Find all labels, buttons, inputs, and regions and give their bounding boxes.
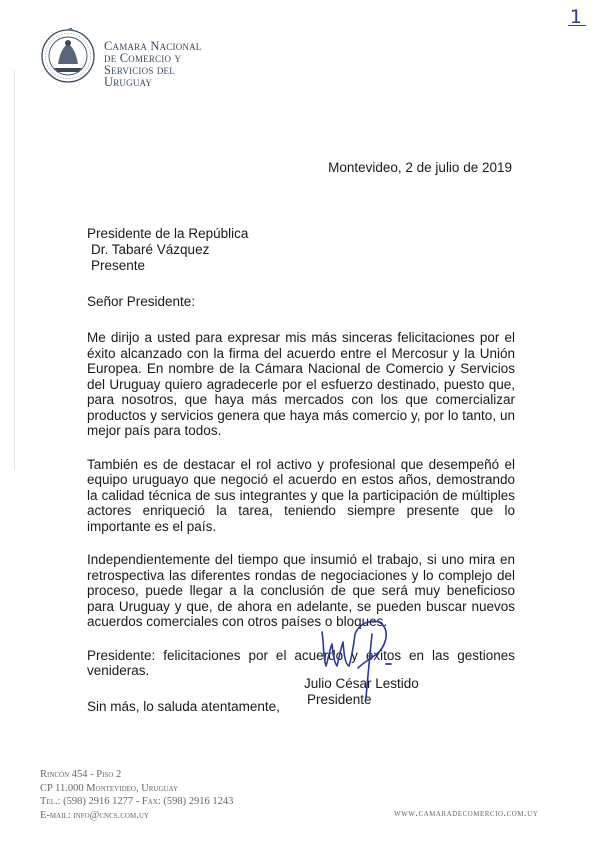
letter-body [87,226,515,715]
page-number: 1 [569,6,582,28]
addressee-line: Presente [91,258,146,273]
closing: Sin más, lo saluda atentamente, [87,698,280,714]
footer-address [40,768,233,822]
signer-block [304,676,419,708]
org-name-line: Servicios del [104,63,175,77]
letter-date: Montevideo, 2 de julio de 2019 [328,160,512,175]
addressee-line: Presidente de la República [87,226,249,241]
addressee-block [87,226,515,274]
paragraph: Independientemente del tiempo que insumió el trabajo, si uno mira en retrospectiva las diferentes rondas de negociaciones y lo complejo del proceso, puede llegar a la conclusión de que será muy beneficioso para Uruguay y que, de ahora en adelante, se pueden buscar nuevos acuerdos comerciales con otros países o bloques. [87,552,515,629]
salutation: Señor Presidente: [87,294,196,309]
org-name-line: de Comercio y [104,51,182,65]
addressee-line: Dr. Tabaré Vázquez [91,242,210,257]
footer-address-line: Rincón 454 - Piso 2 [40,769,122,780]
footer-address-line: CP 11.000 Montevideo, Uruguay [40,782,179,794]
signer-title: Presidente [307,692,372,707]
paragraph: Presidente: felicitaciones por el acuerdo y éxitos en las gestiones venideras. [87,647,515,678]
edge-shadow [14,70,15,470]
chamber-seal-logo [40,28,96,84]
org-name-line: Camara Nacional [104,39,202,53]
paragraph: También es de destacar el rol activo y profesional que desempeñó el equipo uruguayo que negoció el acuerdo en estos años, demostrando la calidad técnica de sus integrantes y que la participación de múltiples actores enriqueció la tarea, teniendo siempre presente que lo importante es el país. [87,456,515,534]
paragraph: Me dirijo a usted para expresar mis más sinceras felicitaciones por el éxito alcanzado con la firma del acuerdo entre el Mercosur y la Unión Europea. En nombre de la Cámara Nacional de Comercio y Servicios del Uruguay quiero agradecerle por el esfuerzo destinado, puesto que, para nosotros, que haya más mercados con los que comercializar productos y servicios genera que haya más comercio y, por lo tanto, un mejor país para todos. [87,330,515,438]
organization-name [104,40,202,88]
signer-name: Julio César Lestido [304,676,419,691]
org-name-line: Uruguay [104,75,153,89]
footer-address-line: E-mail: info@cncs.com.uy [40,809,149,821]
footer-address-line: Tel.: (598) 2916 1277 - Fax: (598) 2916 1243 [40,796,234,807]
footer-website: www.camaradecomercio.com.uy [394,808,539,819]
